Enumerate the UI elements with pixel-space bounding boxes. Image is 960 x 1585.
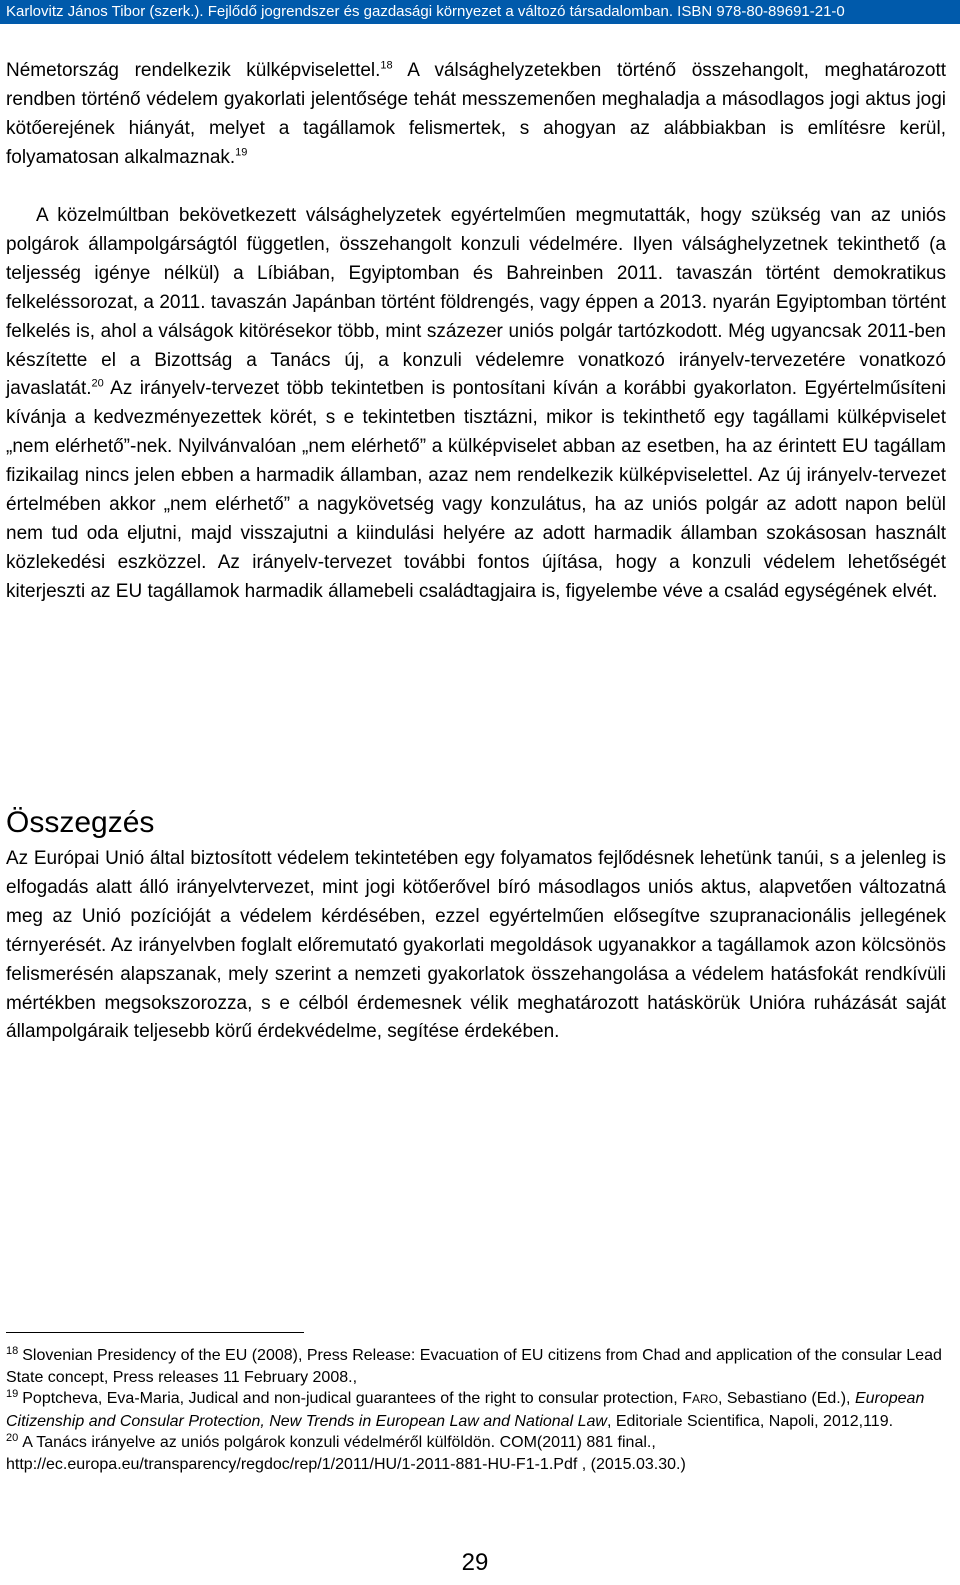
section-heading: Összegzés [6,806,155,839]
footnote-divider [6,1332,304,1333]
footnote-19-smallcaps: ARO [691,1392,718,1406]
footnote-19-text-a: Poptcheva, Eva-Maria, Judical and non-judical guarantees of the right to consular protection, F [22,1390,692,1407]
footnote-19-text-b: , Sebastiano (Ed.), [717,1390,855,1407]
footnote-20 [6,1432,946,1475]
footnote-18-text: Slovenian Presidency of the EU (2008), Press Release: Evacuation of EU citizens from Chad and application of the consular Lead State concept, Press releases 11 February 2008., [6,1347,942,1386]
footnote-20-url[interactable]: http://ec.europa.eu/transparency/regdoc/rep/1/2011/HU/1-2011-881-HU-F1-1.Pdf , (2015.03.30.) [6,1455,686,1473]
footnote-ref-19[interactable]: 19 [235,146,248,159]
paragraph-2-text-b: Az irányelv-tervezet több tekintetben is pontosítani kíván a korábbi gyakorlaton. Egyértelműsíteni kívánja a kedvezményezettek körét, s e tekintetben tisztázni, mikor is tekinthető egy tagállami külképviselet „nem elérhető”-nek. Nyilvánvalóan „nem elérhető” a külképviselet abban az esetben, ha az érintett EU tagállam fizikailag nincs jelen ebben a harmadik államban, azaz nem rendelkezik külképviselettel. Az új irányelv-tervezet értelmében akkor „nem elérhető” a nagykövetség vagy konzulátus, ha az uniós polgár az adott napon belül nem tud oda eljutni, majd visszajutni a kiindulási helyére az adott harmadik államban szokásosan használt közlekedési eszközzel. Az irányelv-tervezet további fontos újítása, hogy a konzuli védelem lehetőségét kiterjeszti az EU tagállamok harmadik államebeli családtagjaira is, figyelembe véve a család egységének elvét. [6,378,946,602]
paragraph-3: Az Európai Unió által biztosított védelem tekintetében egy folyamatos fejlődésnek lehetünk tanúi, s a jelenleg is elfogadás alatt álló irányelvtervezet, mint jogi kötőerővel bíró másodlagos uniós aktus, alapvetően változatná meg az Unió pozícióját a védelem kérdésében, ezzel egyértelműen elősegítve szupranacionális jellegének térnyerését. Az irányelvben foglalt előremutató gyakorlati megoldások ugyanakkor a tagállamok azon kölcsönös felismerésén alapszanak, mely szerint a nemzeti gyakorlatok összehangolása a védelem hatásfokát rendkívüli mértékben megsokszorozza, s e célból érdemesnek vélik meghatározott hatáskörük Unióra ruházását saját állampolgáraik teljesebb körű érdekvédelme, segítése érdekében. [6,848,946,1043]
footnote-19-number: 19 [6,1387,19,1400]
footnote-18 [6,1345,946,1388]
footnote-20-number: 20 [6,1431,19,1444]
footnote-19-text-c: , Editoriale Scientifica, Napoli, 2012,119. [606,1412,894,1430]
footnote-20-text: A Tanács irányelve az uniós polgárok konzuli védelméről külföldön. COM(2011) 881 final., [22,1434,656,1451]
footnote-19-book-title: European Citizenship and Consular Protection, New Trends in European Law and National Law [6,1390,925,1430]
footnote-18-number: 18 [6,1344,19,1357]
header-citation: Karlovitz János Tibor (szerk.). Fejlődő jogrendszer és gazdasági környezet a változó társadalomban. ISBN 978-80-89691-21-0 [0,0,960,24]
footnotes [6,1345,946,1475]
paragraph-2-text-a: A közelmúltban bekövetkezett válsághelyzetek egyértelműen megmutatták, hogy szükség van az uniós polgárok állampolgárságtól független, összehangolt konzuli védelmére. Ilyen válsághelyzetnek tekinthető (a teljesség igénye nélkül) a Líbiában, Egyiptomban és Bahreinben 2011. tavaszán történt demokratikus felkeléssorozat, a 2011. tavaszán Japánban történt földrengés, vagy éppen a 2013. nyarán Egyiptomban történt felkelés is, ahol a válságok kitörésekor több, mint százezer uniós polgár tartózkodott. Még ugyancsak 2011-ben készítette el a Bizottság a Tanács új, a konzuli védelemre vonatkozó irányelv-tervezetére vonatkozó javaslatát. [6,205,946,400]
footnote-ref-20[interactable]: 20 [91,378,104,391]
paragraph-2 [6,202,946,607]
paragraph-1 [6,57,946,173]
page-number: 29 [461,1549,489,1576]
paragraph-1-text-a: Németország rendelkezik külképviselettel. [6,60,381,81]
footnote-19 [6,1388,946,1432]
footnote-ref-18[interactable]: 18 [380,59,393,72]
paragraph-1-text-b: A válsághelyzetekben történő összehangolt, meghatározott rendben történő védelem gyakorlati jelentősége tehát messzemenően meghaladja a másodlagos jogi aktus jogi kötőerejének hiányát, melyet a tagállamok felismertek, s ahogyan az alábbiakban is említésre kerül, folyamatosan alkalmaznak. [6,60,946,168]
